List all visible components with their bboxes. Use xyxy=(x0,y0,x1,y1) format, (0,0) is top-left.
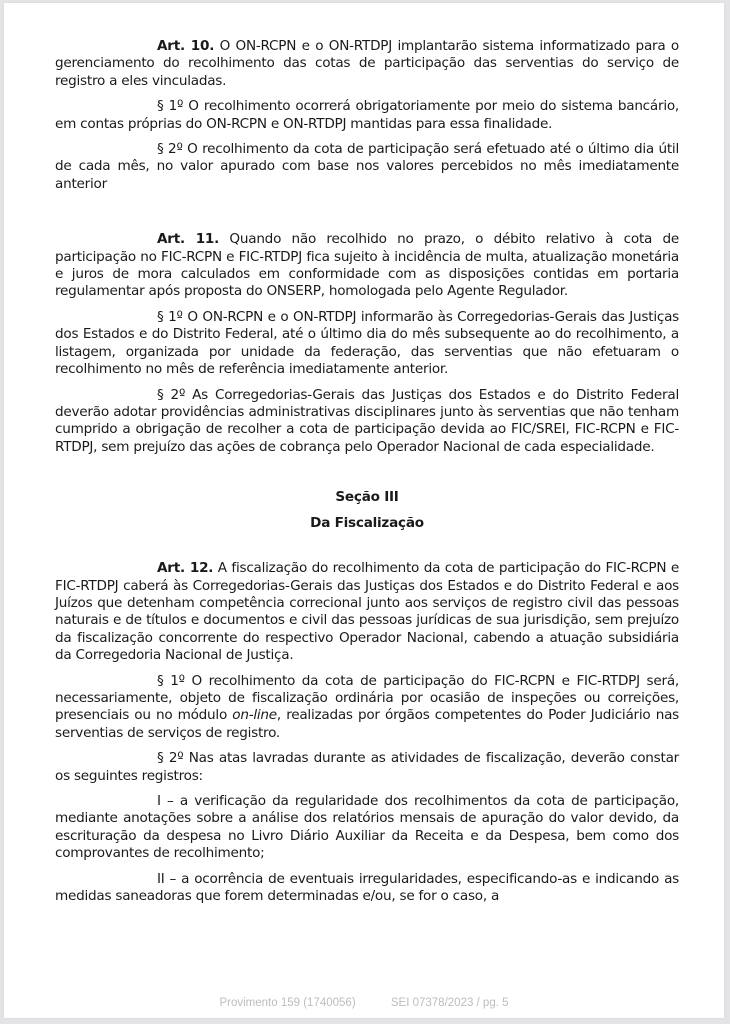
section-number: Seção III xyxy=(335,489,399,506)
section-heading xyxy=(55,486,679,534)
article-11-paragraph-2-text: § 2º As Corregedorias-Gerais das Justiças dos Estados e do Distrito Federal deverão adotar providências administrativas disciplinares junto às serventias que não tenham cumprido a obrigação de recolher a cota de participação devida ao FIC/SREI, FIC-RCPN e FIC-RTDPJ, sem prejuízo das ações de cobrança pelo Operador Nacional de cada especialidade. xyxy=(55,386,679,455)
article-12-paragraph-2 xyxy=(55,750,679,785)
online-term: on-line xyxy=(232,707,277,724)
spacer xyxy=(55,201,679,231)
article-10-paragraph-2-text: § 2º O recolhimento da cota de participação será efetuado até o último dia útil de cada mês, no valor apurado com base nos valores percebidos no mês imediatamente anterior xyxy=(55,141,679,192)
article-11-paragraph-2 xyxy=(55,387,679,457)
article-10-paragraph-1-text: § 1º O recolhimento ocorrerá obrigatoriamente por meio do sistema bancário, em contas próprias do ON-RCPN e ON-RTDPJ mantidas para essa finalidade. xyxy=(55,98,679,132)
article-12-item-2-text: II – a ocorrência de eventuais irregularidades, especificando-as e indicando as medidas saneadoras que forem determinadas e/ou, se for o caso, a xyxy=(55,870,679,905)
article-12-paragraph-1-text-end: , realizadas por órgãos competentes do Poder Judiciário nas serventias de serviços de registro. xyxy=(55,707,679,741)
article-12-label: Art. 12. xyxy=(157,560,214,577)
article-11-label: Art. 11. xyxy=(157,231,220,248)
article-12-text: A fiscalização do recolhimento da cota de participação do FIC-RCPN e FIC-RTDPJ caberá às Corregedorias-Gerais das Justiças dos Estados e do Distrito Federal e aos Juízos que detenham competência correcional junto aos serviços de registro civil das pessoas naturais e de títulos e documentos e civil das pessoas jurídicas de sua jurisdição, sem prejuízo da fiscalização concorrente do respectivo Operador Nacional, cabendo a atuação subsidiária da Corregedoria Nacional de Justiça. xyxy=(55,560,679,664)
article-10-paragraph-1 xyxy=(55,98,679,133)
article-12-paragraph-1-text: § 1º O recolhimento da cota de participação do FIC-RCPN e FIC-RTDPJ será, necessariamente, objeto de fiscalização ordinária por ocasião de inspeções ou correições, presenciais ou no módulo xyxy=(55,672,679,724)
article-11 xyxy=(55,231,679,301)
article-11-text: Quando não recolhido no prazo, o débito relativo à cota de participação no FIC-RCPN e FIC-RTDPJ fica sujeito à incidência de multa, atualização monetária e juros de mora calculados em conformidade com as disposições contidas em portaria regulamentar após proposta do ONSERP, homologada pelo Agente Regulador. xyxy=(55,231,679,300)
article-10-paragraph-2 xyxy=(55,141,679,193)
footer-document-id: Provimento 159 (1740056) xyxy=(219,997,356,1009)
article-12-paragraph-2-text: § 2º Nas atas lavradas durante as atividades de fiscalização, deverão constar os seguintes registros: xyxy=(55,750,679,784)
document-body xyxy=(55,38,679,913)
article-12-item-1-text: I – a verificação da regularidade dos recolhimentos da cota de participação, mediante anotações sobre a análise dos relatórios mensais de apuração do valor devido, da escrituração da despesa no Livro Diário Auxiliar da Receita e da Despesa, bem como dos comprovantes de recolhimento; xyxy=(55,793,679,862)
article-12-item-2 xyxy=(55,871,679,906)
article-10 xyxy=(55,38,679,90)
page-footer xyxy=(4,997,724,1009)
article-12-paragraph-1 xyxy=(55,673,679,743)
document-page xyxy=(4,3,724,1018)
article-10-text: O ON-RCPN e o ON-RTDPJ implantarão sistema informatizado para o gerenciamento do recolhimento das cotas de participação das serventias do serviço de registro a eles vinculadas. xyxy=(55,38,679,89)
article-10-label: Art. 10. xyxy=(157,38,215,54)
article-11-paragraph-1 xyxy=(55,309,679,379)
article-12 xyxy=(55,560,679,664)
footer-process-page: SEI 07378/2023 / pg. 5 xyxy=(390,997,509,1009)
article-11-paragraph-1-text: § 1º O ON-RCPN e o ON-RTDPJ informarão às Corregedorias-Gerais das Justiças dos Estados e do Distrito Federal, até o último dia do mês subsequente ao do recolhimento, a listagem, organizada por unidade da federação, das serventias que não efetuaram o recolhimento no mês de referência imediatamente anterior. xyxy=(55,308,679,378)
section-title: Da Fiscalização xyxy=(310,515,424,532)
article-12-item-1 xyxy=(55,793,679,863)
